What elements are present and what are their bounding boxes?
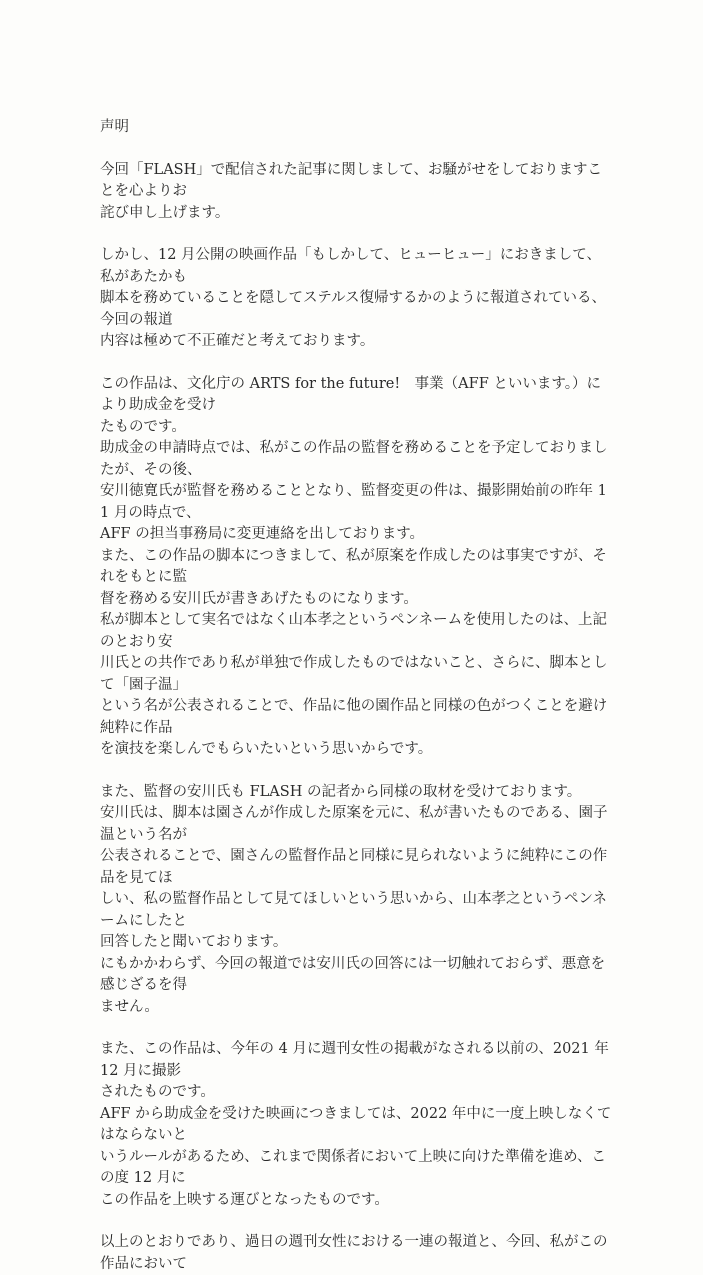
- text-line: しい、私の監督作品として見てほしいという思いから、山本孝之というペンネームにしたと: [100, 889, 615, 932]
- text-line: 私が脚本として実名ではなく山本孝之というペンネームを使用したのは、上記のとおり安: [100, 610, 615, 653]
- text-line: また、この作品は、今年の 4 月に週刊女性の掲載がなされる以前の、2021 年 12 月に撮影: [100, 1039, 615, 1082]
- text-line: また、この作品の脚本につきまして、私が原案を作成したのは事実ですが、それをもとに監: [100, 546, 615, 589]
- paragraph: [100, 160, 615, 225]
- text-line: しかし、12 月公開の映画作品「もしかして、ヒューヒュー」におきまして、私があたかも: [100, 245, 615, 288]
- text-line: 詫び申し上げます。: [100, 203, 615, 225]
- text-line: 安川氏は、脚本は園さんが作成した原案を元に、私が書いたものである、園子温という名が: [100, 803, 615, 846]
- text-line: AFF から助成金を受けた映画につきましては、2022 年中に一度上映しなくてはならないと: [100, 1104, 615, 1147]
- document-body: [100, 160, 615, 1275]
- text-line: という名が公表されることで、作品に他の園作品と同様の色がつくことを避け純粋に作品: [100, 696, 615, 739]
- text-line: たものです。: [100, 417, 615, 439]
- paragraph: [100, 245, 615, 353]
- text-line: 内容は極めて不正確だと考えております。: [100, 331, 615, 353]
- paragraph: [100, 1039, 615, 1211]
- text-line: 回答したと聞いております。: [100, 932, 615, 954]
- text-line: 以上のとおりであり、過日の週刊女性における一連の報道と、今回、私がこの作品において: [100, 1232, 615, 1275]
- text-line: 安川徳寛氏が監督を務めることとなり、監督変更の件は、撮影開始前の昨年 11 月の時点で、: [100, 481, 615, 524]
- document-title: 声明: [100, 117, 615, 139]
- paragraph: [100, 782, 615, 1019]
- text-line: されたものです。: [100, 1082, 615, 1104]
- text-line: 今回「FLASH」で配信された記事に関しまして、お騒がせをしておりますことを心よりお: [100, 160, 615, 203]
- text-line: ません。: [100, 997, 615, 1019]
- text-line: 督を務める安川氏が書きあげたものになります。: [100, 589, 615, 611]
- paragraph: [100, 374, 615, 761]
- text-line: 助成金の申請時点では、私がこの作品の監督を務めることを予定しておりましたが、その後、: [100, 438, 615, 481]
- text-line: いうルールがあるため、これまで関係者において上映に向けた準備を進め、この度 12 月に: [100, 1147, 615, 1190]
- text-line: にもかかわらず、今回の報道では安川氏の回答には一切触れておらず、悪意を感じざるを得: [100, 954, 615, 997]
- text-line: 川氏との共作であり私が単独で作成したものではないこと、さらに、脚本として「園子温」: [100, 653, 615, 696]
- text-line: AFF の担当事務局に変更連絡を出しております。: [100, 524, 615, 546]
- text-line: 脚本を務めていることを隠してステルス復帰するかのように報道されている、今回の報道: [100, 288, 615, 331]
- text-line: 公表されることで、園さんの監督作品と同様に見られないように純粋にこの作品を見てほ: [100, 846, 615, 889]
- text-line: この作品を上映する運びとなったものです。: [100, 1190, 615, 1212]
- text-line: この作品は、文化庁の ARTS for the future! 事業（AFF といいます。）により助成金を受け: [100, 374, 615, 417]
- statement-document: [100, 117, 615, 1275]
- paragraph: [100, 1232, 615, 1275]
- text-line: また、監督の安川氏も FLASH の記者から同様の取材を受けております。: [100, 782, 615, 804]
- text-line: を演技を楽しんでもらいたいという思いからです。: [100, 739, 615, 761]
